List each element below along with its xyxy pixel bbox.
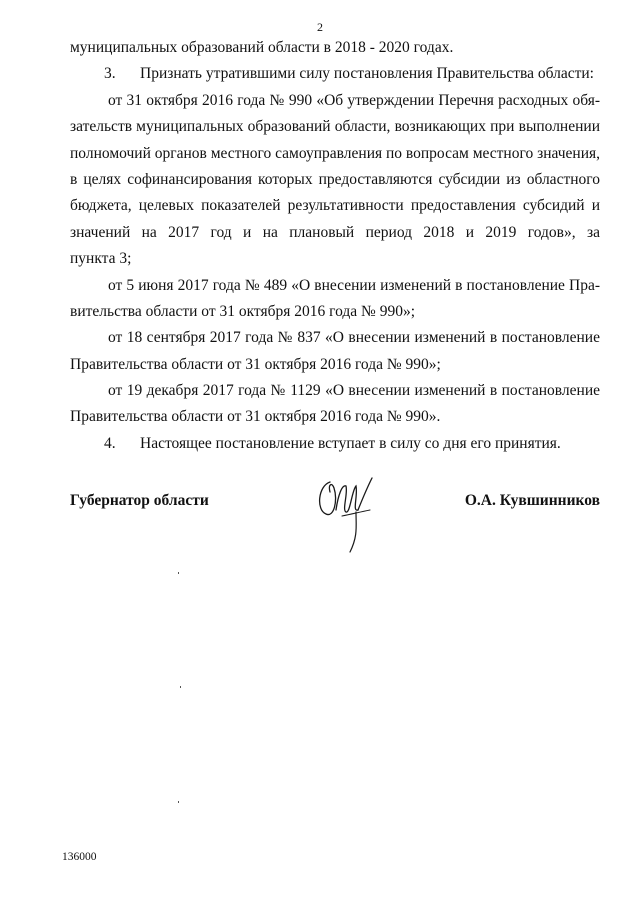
scan-speck: [178, 801, 179, 803]
document-body: [70, 35, 600, 457]
text-line: Правительства области от 31 октября 2016 года № 990».: [70, 408, 441, 426]
scan-speck: [180, 686, 181, 688]
text-line: в целях софинансирования которых предоставляются субсидии из областного: [70, 170, 600, 188]
paragraph-number: 3.: [104, 65, 116, 83]
paragraph-3-heading: [70, 61, 600, 87]
paragraph-number: 4.: [104, 434, 116, 452]
text-line: от 18 сентября 2017 года № 837 «О внесении изменений в постановление: [108, 329, 600, 347]
handwritten-signature: [312, 470, 382, 560]
text-line: пункта 3;: [70, 250, 132, 268]
signatory-position: Губернатор области: [70, 492, 209, 509]
text-line: значений на 2017 год и на плановый период 2018 и 2019 годов», за: [70, 223, 600, 241]
paragraph-text: Настоящее постановление вступает в силу со дня его принятия.: [140, 434, 561, 452]
text-line: от 31 октября 2016 года № 990 «Об утверждении Перечня расходных обя-: [108, 91, 600, 109]
text-line: Правительства области от 31 октября 2016 года № 990»;: [70, 355, 441, 373]
text-line: вительства области от 31 октября 2016 года № 990»;: [70, 302, 416, 320]
paragraph-text: Признать утратившими силу постановления Правительства области:: [140, 65, 594, 83]
text-line: бюджета, целевых показателей результативности предоставления субсидий и: [70, 197, 600, 215]
document-code: 136000: [62, 851, 97, 863]
text-line: от 19 декабря 2017 года № 1129 «О внесении изменений в постановление: [108, 382, 600, 400]
paragraph-4: [70, 431, 600, 457]
text-line: от 5 июня 2017 года № 489 «О внесении изменений в постановление Пра-: [108, 276, 600, 294]
text-line: зательств муниципальных образований области, возникающих при выполнении: [70, 118, 600, 136]
signatory-name: О.А. Кувшинников: [464, 492, 600, 509]
text-line: муниципальных образований области в 2018 - 2020 годах.: [70, 39, 454, 56]
page-number: 2: [317, 20, 323, 34]
scan-speck: [178, 572, 179, 574]
text-line: полномочий органов местного самоуправления по вопросам местного значения,: [70, 144, 600, 162]
